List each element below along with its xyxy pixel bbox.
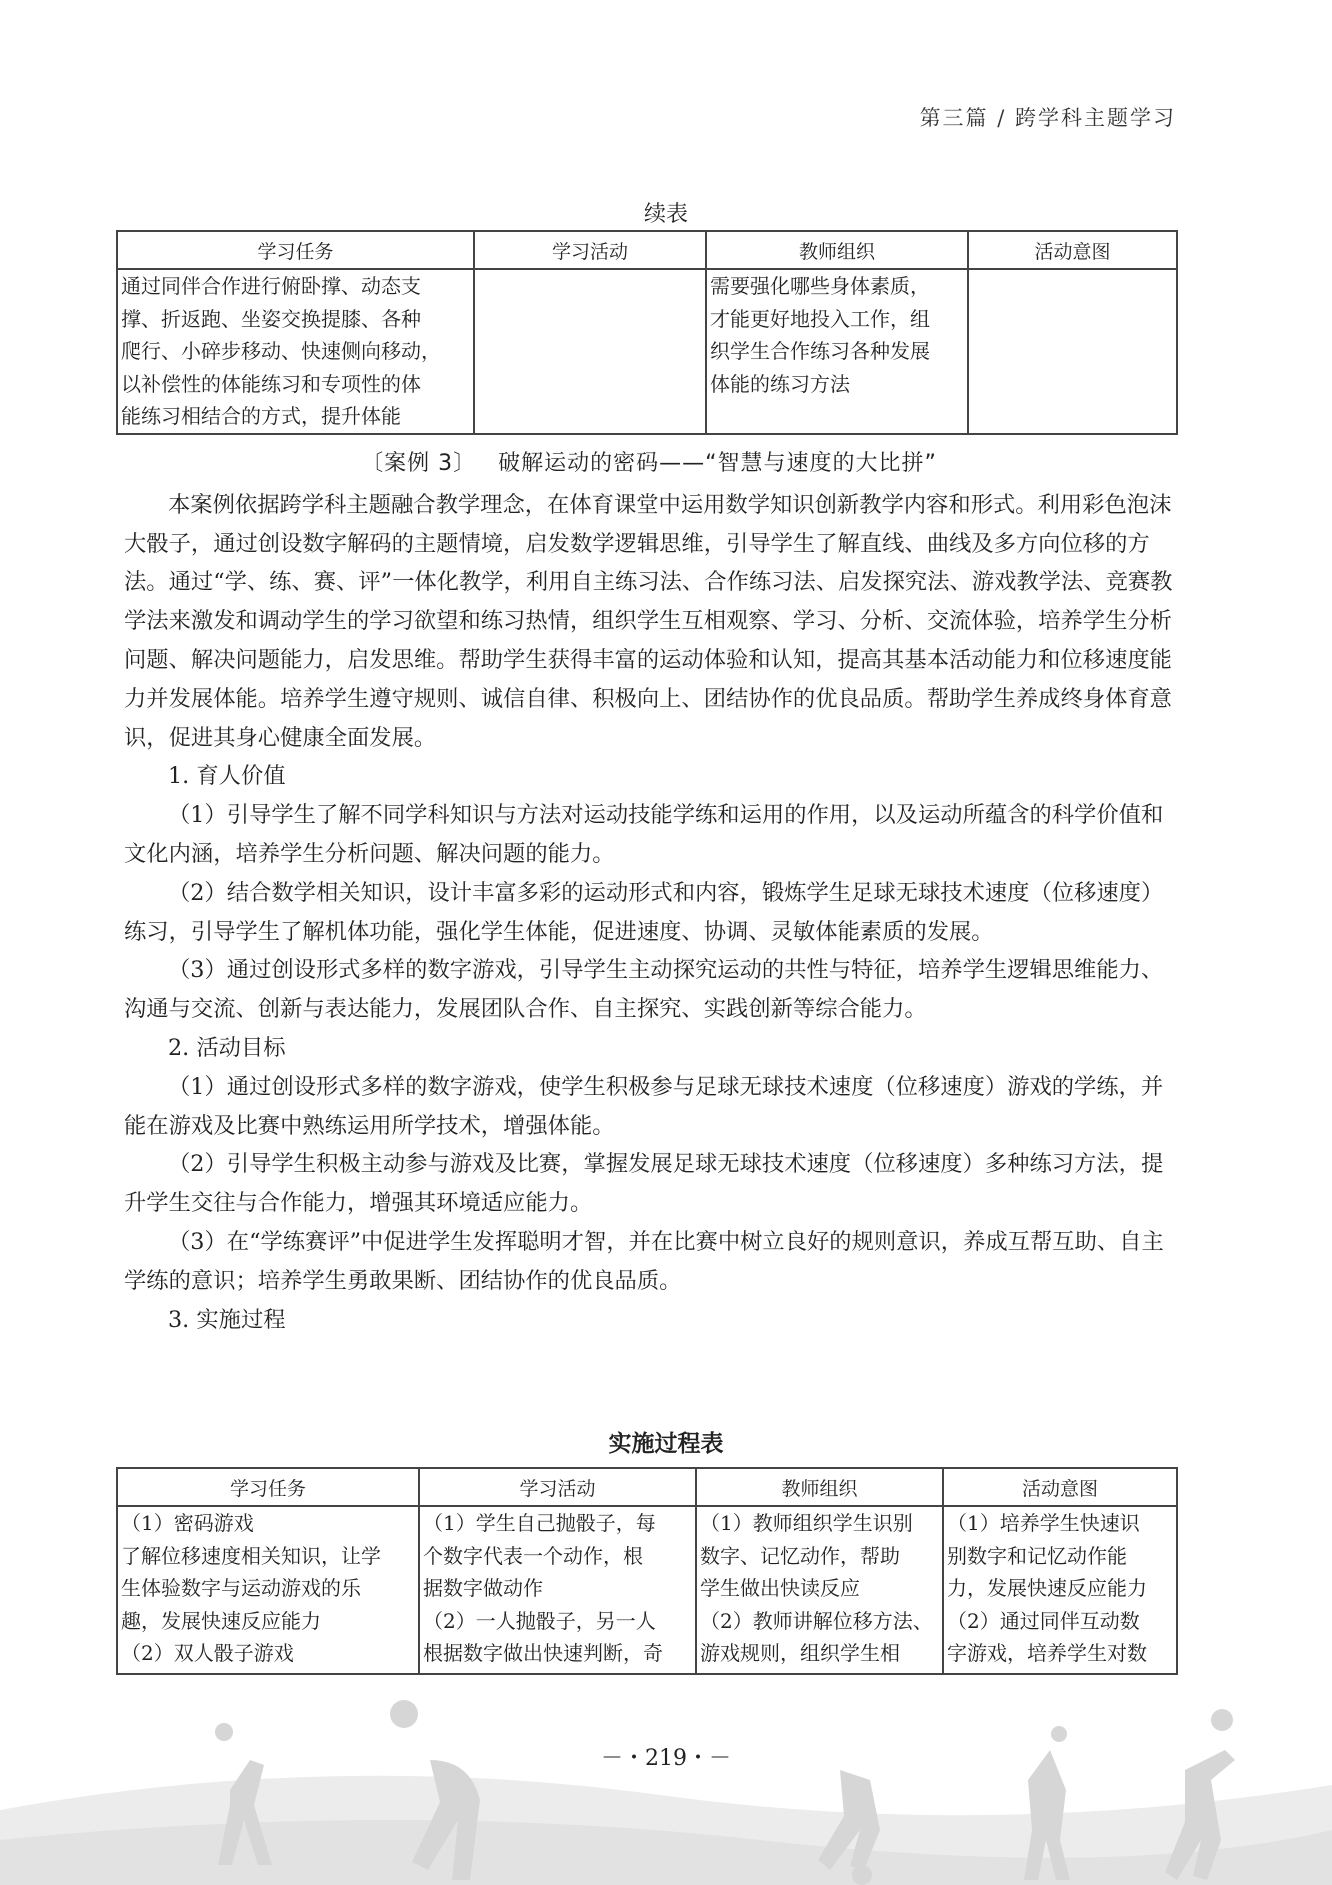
process-table-title: 实施过程表 bbox=[608, 1431, 724, 1457]
cell-line: 才能更好地投入工作，组 bbox=[710, 306, 930, 331]
cell-line: （2）通过同伴互动数 bbox=[947, 1608, 1140, 1633]
section-1-item: （2）结合数学相关知识，设计丰富多彩的运动形式和内容，锻炼学生足球无球技术速度（位移速度）练习，引导学生了解机体功能，强化学生体能，促进速度、协调、灵敏体能素质的发展。 bbox=[124, 879, 1164, 945]
activity-cell bbox=[419, 1506, 696, 1674]
cell-line: 生体验数字与运动游戏的乐 bbox=[121, 1576, 361, 1600]
ball-icon bbox=[390, 1700, 418, 1728]
activity-cell bbox=[474, 269, 706, 434]
cell-line: （1）学生自己抛骰子，每 bbox=[423, 1511, 656, 1535]
cell-line: 游戏规则，组织学生相 bbox=[700, 1641, 900, 1665]
case-label: 〔案例 3〕 bbox=[361, 451, 477, 476]
running-header: 第三篇 / 跨学科主题学习 bbox=[919, 106, 1176, 130]
case-body bbox=[124, 445, 1174, 1339]
teacher-cell bbox=[696, 1506, 943, 1674]
ball-icon bbox=[1211, 1709, 1233, 1731]
cell-line: 以补偿性的体能练习和专项性的体 bbox=[121, 371, 421, 396]
ball-icon bbox=[852, 1865, 872, 1885]
col-header-teacher: 教师组织 bbox=[696, 1468, 943, 1506]
section-heading-1: 1. 育人价值 bbox=[168, 763, 286, 790]
cell-line: 需要强化哪些身体素质， bbox=[710, 274, 930, 298]
col-header-intent: 活动意图 bbox=[943, 1468, 1177, 1506]
cell-line: （2）教师讲解位移方法、 bbox=[700, 1608, 933, 1633]
task-cell bbox=[117, 269, 474, 434]
cell-line: （1）培养学生快速识 bbox=[947, 1511, 1140, 1535]
cell-line: 体能的练习方法 bbox=[710, 371, 850, 396]
cell-line: 力，发展快速反应能力 bbox=[947, 1576, 1147, 1600]
col-header-task: 学习任务 bbox=[117, 1468, 419, 1506]
case-title: 破解运动的密码——“智慧与速度的大比拼” bbox=[498, 451, 937, 476]
cell-line: 撑、折返跑、坐姿交换提膝、各种 bbox=[121, 306, 421, 331]
col-header-teacher: 教师组织 bbox=[706, 231, 968, 269]
section-2-item: （3）在“学练赛评”中促进学生发挥聪明才智，并在比赛中树立良好的规则意识，养成互帮互助、自主学练的意识；培养学生勇敢果断、团结协作的优良品质。 bbox=[124, 1228, 1164, 1294]
section-1-item: （1）引导学生了解不同学科知识与方法对运动技能学练和运用的作用，以及运动所蕴含的科学价值和文化内涵，培养学生分析问题、解决问题的能力。 bbox=[124, 802, 1164, 867]
cell-line: 数字、记忆动作，帮助 bbox=[700, 1543, 900, 1568]
cell-line: 个数字代表一个动作，根 bbox=[423, 1543, 643, 1568]
cell-line: 织学生合作练习各种发展 bbox=[710, 339, 930, 363]
section-1-item: （3）通过创设形式多样的数字游戏，引导学生主动探究运动的共性与特征，培养学生逻辑思维能力、沟通与交流、创新与表达能力，发展团队合作、自主探究、实践创新等综合能力。 bbox=[124, 957, 1164, 1023]
intent-cell bbox=[943, 1506, 1177, 1674]
col-header-task: 学习任务 bbox=[117, 231, 474, 269]
cell-line: 通过同伴合作进行俯卧撑、动态支 bbox=[121, 274, 421, 298]
cell-line: （2）一人抛骰子，另一人 bbox=[423, 1608, 656, 1633]
cell-line: 字游戏，培养学生对数 bbox=[947, 1641, 1147, 1665]
process-table bbox=[116, 1467, 1178, 1675]
case-heading bbox=[124, 445, 1174, 484]
cell-line: 根据数字做出快速判断，奇 bbox=[423, 1641, 663, 1665]
section-2-item: （2）引导学生积极主动参与游戏及比赛，掌握发展足球无球技术速度（位移速度）多种练习方法，提升学生交往与合作能力，增强其环境适应能力。 bbox=[124, 1151, 1164, 1217]
teacher-cell bbox=[706, 269, 968, 434]
ball-icon bbox=[1051, 1726, 1067, 1742]
cell-line: （2）双人骰子游戏 bbox=[121, 1641, 294, 1665]
cell-line: 据数字做动作 bbox=[423, 1576, 543, 1600]
section-heading-2: 2. 活动目标 bbox=[168, 1034, 286, 1061]
ball-icon bbox=[215, 1723, 233, 1741]
cell-line: 学生做出快读反应 bbox=[700, 1576, 860, 1600]
table-caption: 续表 bbox=[643, 202, 688, 227]
cell-line: （1）密码游戏 bbox=[121, 1511, 254, 1535]
cell-line: 趣，发展快速反应能力 bbox=[121, 1608, 321, 1633]
cell-line: 了解位移速度相关知识，让学 bbox=[121, 1543, 381, 1568]
task-cell bbox=[117, 1506, 419, 1674]
col-header-activity: 学习活动 bbox=[474, 231, 706, 269]
intent-cell bbox=[968, 269, 1177, 434]
footer-sports-silhouettes bbox=[0, 1690, 1332, 1885]
page-number: －・219・－ bbox=[601, 1746, 731, 1771]
col-header-activity: 学习活动 bbox=[419, 1468, 696, 1506]
cell-line: 能练习相结合的方式，提升体能 bbox=[121, 404, 401, 428]
cell-line: 别数字和记忆动作能 bbox=[947, 1543, 1127, 1568]
continued-table bbox=[116, 230, 1178, 435]
section-heading-3: 3. 实施过程 bbox=[168, 1306, 286, 1333]
cell-line: （1）教师组织学生识别 bbox=[700, 1511, 913, 1535]
case-intro: 本案例依据跨学科主题融合教学理念，在体育课堂中运用数学知识创新教学内容和形式。利用彩色泡沫大骰子，通过创设数字解码的主题情境，启发数学逻辑思维，引导学生了解直线、曲线及多方向位移的方法。通过“学、练、赛、评”一体化教学，利用自主练习法、合作练习法、启发探究法、游戏教学法、竞赛教学法来激发和调动学生的学习欲望和练习热情，组织学生互相观察、学习、分析、交流体验，培养学生分析问题、解决问题能力，启发思维。帮助学生获得丰富的运动体验和认知，提高其基本活动能力和位移速度能力并发展体能。培养学生遵守规则、诚信自律、积极向上、团结协作的优良品质。帮助学生养成终身体育意识，促进其身心健康全面发展。 bbox=[124, 491, 1173, 751]
section-2-item: （1）通过创设形式多样的数字游戏，使学生积极参与足球无球技术速度（位移速度）游戏的学练，并能在游戏及比赛中熟练运用所学技术，增强体能。 bbox=[124, 1073, 1164, 1139]
cell-line: 爬行、小碎步移动、快速侧向移动， bbox=[121, 339, 441, 363]
col-header-intent: 活动意图 bbox=[968, 231, 1177, 269]
